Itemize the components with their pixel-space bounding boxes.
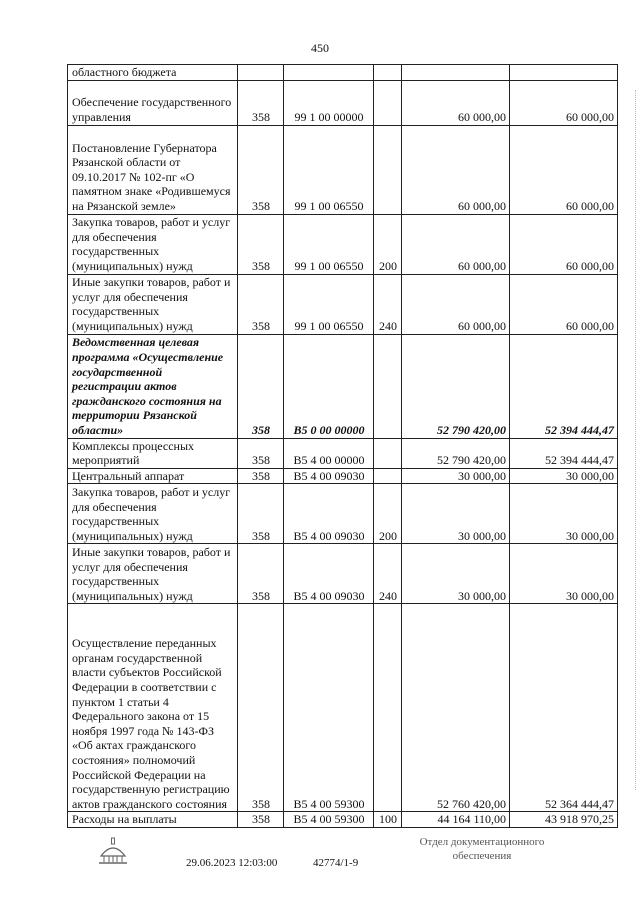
- budget-table: [67, 64, 618, 828]
- row-year1-amount: 30 000,00: [402, 484, 510, 544]
- row-csr: В5 4 00 09030: [284, 544, 374, 604]
- row-ved: 358: [238, 484, 284, 544]
- page-number: 450: [311, 41, 329, 55]
- row-name: областного бюджета: [68, 65, 238, 81]
- row-ved: 358: [238, 438, 284, 468]
- row-name: Центральный аппарат: [68, 468, 238, 484]
- footer-datetime: 29.06.2023 12:03:00: [186, 857, 278, 869]
- row-year1-amount: 60 000,00: [402, 214, 510, 274]
- row-year2-amount: 30 000,00: [510, 484, 618, 544]
- row-ved: 358: [238, 274, 284, 334]
- row-year1-amount: 52 790 420,00: [402, 334, 510, 438]
- row-year2-amount: 30 000,00: [510, 544, 618, 604]
- row-csr: 99 1 00 00000: [284, 80, 374, 125]
- row-year2-amount: 43 918 970,25: [510, 812, 618, 828]
- row-name: Обеспечение государственного управления: [68, 80, 238, 125]
- row-year1-amount: 60 000,00: [402, 125, 510, 214]
- row-vr: 200: [374, 484, 402, 544]
- duma-emblem-icon: [95, 836, 131, 866]
- row-vr: [374, 334, 402, 438]
- row-year1-amount: 52 760 420,00: [402, 604, 510, 812]
- stamp-line: Отдел документационного: [419, 836, 545, 848]
- row-csr: В5 4 00 09030: [284, 484, 374, 544]
- row-year2-amount: 60 000,00: [510, 214, 618, 274]
- row-ved: 358: [238, 80, 284, 125]
- row-year1-amount: 52 790 420,00: [402, 438, 510, 468]
- row-year1-amount: [402, 65, 510, 81]
- row-ved: 358: [238, 468, 284, 484]
- row-vr: 200: [374, 214, 402, 274]
- row-csr: 99 1 00 06550: [284, 274, 374, 334]
- row-year2-amount: [510, 65, 618, 81]
- table-row: [68, 544, 618, 604]
- row-vr: [374, 604, 402, 812]
- row-year2-amount: 30 000,00: [510, 468, 618, 484]
- table-row: [68, 604, 618, 812]
- row-name: Постановление Губернатора Рязанской области от 09.10.2017 № 102-пг «О памятном знаке «Родившемуся на Рязанской земле»: [68, 125, 238, 214]
- row-year2-amount: 52 364 444,47: [510, 604, 618, 812]
- row-vr: [374, 80, 402, 125]
- scan-edge-line: [633, 90, 636, 790]
- table-row: [68, 484, 618, 544]
- row-ved: 358: [238, 125, 284, 214]
- row-year2-amount: 52 394 444,47: [510, 334, 618, 438]
- row-vr: 100: [374, 812, 402, 828]
- row-vr: [374, 65, 402, 81]
- row-year2-amount: 60 000,00: [510, 274, 618, 334]
- table-row: [68, 274, 618, 334]
- row-name: Закупка товаров, работ и услуг для обеспечения государственных (муниципальных) нужд: [68, 484, 238, 544]
- stamp-line: обеспечения: [452, 850, 512, 862]
- row-name: Расходы на выплаты: [68, 812, 238, 828]
- table-row: [68, 125, 618, 214]
- row-vr: 240: [374, 274, 402, 334]
- row-vr: [374, 438, 402, 468]
- row-name: Осуществление переданных органам государственной власти субъектов Российской Федерации в соответствии с пунктом 1 статьи 4 Федерального закона от 15 ноября 1997 года № 143-ФЗ «Об актах гражданского состояния» полномочий Российской Федерации на государственную регистрацию актов гражданского состояния: [68, 604, 238, 812]
- row-vr: [374, 468, 402, 484]
- row-year1-amount: 30 000,00: [402, 544, 510, 604]
- row-ved: [238, 65, 284, 81]
- row-csr: В5 4 00 59300: [284, 812, 374, 828]
- row-year2-amount: 52 394 444,47: [510, 438, 618, 468]
- table-row: [68, 438, 618, 468]
- row-name: Комплексы процессных мероприятий: [68, 438, 238, 468]
- row-csr: 99 1 00 06550: [284, 214, 374, 274]
- row-name: Иные закупки товаров, работ и услуг для обеспечения государственных (муниципальных) нужд: [68, 544, 238, 604]
- row-ved: 358: [238, 334, 284, 438]
- row-csr: В5 4 00 09030: [284, 468, 374, 484]
- row-vr: 240: [374, 544, 402, 604]
- row-ved: 358: [238, 214, 284, 274]
- table-row: [68, 812, 618, 828]
- table-row: [68, 334, 618, 438]
- row-year2-amount: 60 000,00: [510, 125, 618, 214]
- row-csr: В5 0 00 00000: [284, 334, 374, 438]
- row-csr: В5 4 00 59300: [284, 604, 374, 812]
- row-year2-amount: 60 000,00: [510, 80, 618, 125]
- department-stamp: [394, 835, 570, 863]
- row-year1-amount: 60 000,00: [402, 274, 510, 334]
- row-year1-amount: 30 000,00: [402, 468, 510, 484]
- row-year1-amount: 44 164 110,00: [402, 812, 510, 828]
- row-vr: [374, 125, 402, 214]
- row-ved: 358: [238, 812, 284, 828]
- row-ved: 358: [238, 604, 284, 812]
- row-ved: 358: [238, 544, 284, 604]
- row-name: Ведомственная целевая программа «Осуществление государственной регистрации актов гражданского состояния на территории Рязанской области»: [68, 334, 238, 438]
- row-name: Закупка товаров, работ и услуг для обеспечения государственных (муниципальных) нужд: [68, 214, 238, 274]
- row-name: Иные закупки товаров, работ и услуг для обеспечения государственных (муниципальных) нужд: [68, 274, 238, 334]
- table-row: [68, 65, 618, 81]
- row-csr: В5 4 00 00000: [284, 438, 374, 468]
- row-csr: 99 1 00 06550: [284, 125, 374, 214]
- row-year1-amount: 60 000,00: [402, 80, 510, 125]
- table-row: [68, 80, 618, 125]
- table-row: [68, 214, 618, 274]
- row-csr: [284, 65, 374, 81]
- footer-document-code: 42774/1-9: [313, 857, 359, 869]
- table-row: [68, 468, 618, 484]
